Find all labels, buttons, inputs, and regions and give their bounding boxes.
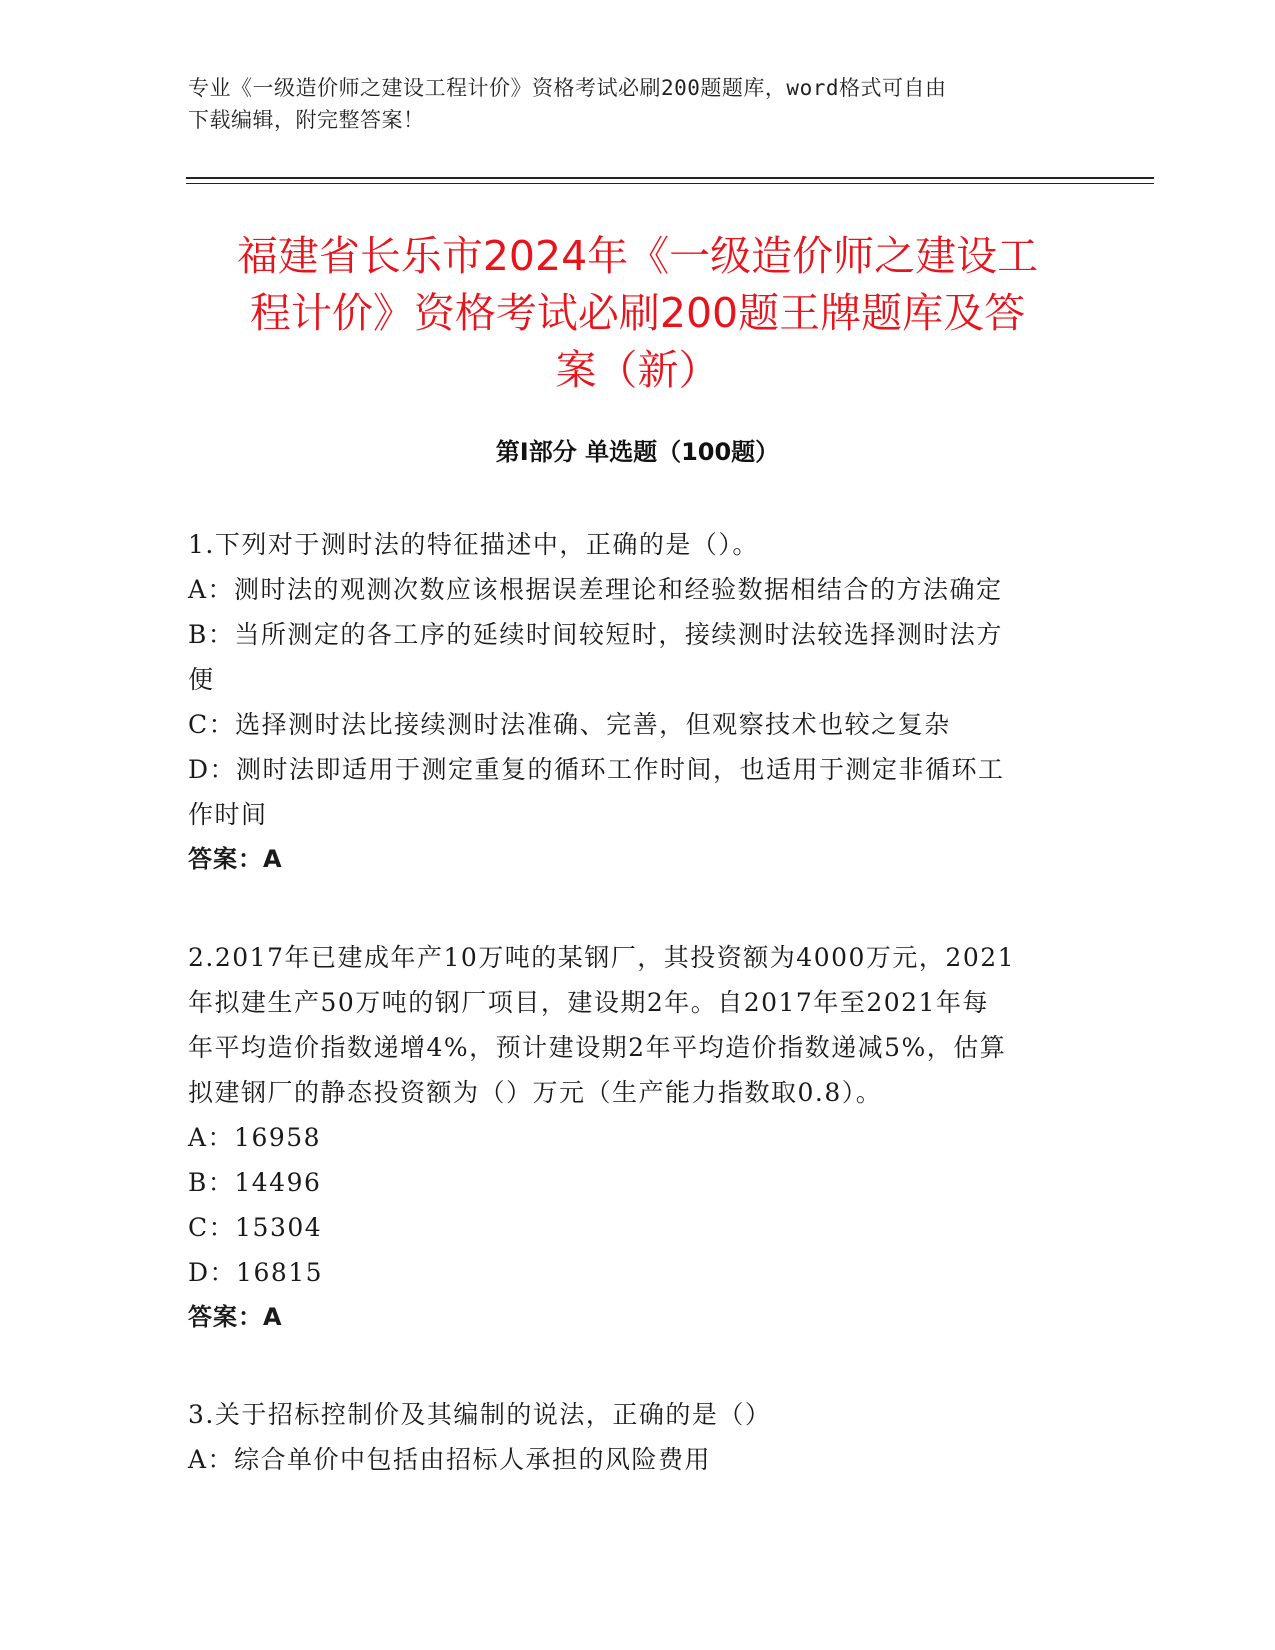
option-c: C：选择测时法比接续测时法准确、完善，但观察技术也较之复杂 [188,710,951,739]
header-note-line: 下载编辑，附完整答案！ [188,108,425,132]
option-b-continuation: 便 [188,665,215,694]
option-a: A：综合单价中包括由招标人承担的风险费用 [188,1445,712,1474]
question-stem: 年平均造价指数递增4%，预计建设期2年平均造价指数递减5%，估算 [188,1033,1007,1062]
option-d: D：测时法即适用于测定重复的循环工作时间，也适用于测定非循环工 [188,755,1005,784]
question-stem: 1.下列对于测时法的特征描述中，正确的是（）。 [188,530,759,559]
answer-label: 答案：A [188,845,283,873]
question-3 [188,1392,1068,1482]
option-d-continuation: 作时间 [188,800,268,829]
header-note-line: 专业《一级造价师之建设工程计价》资格考试必刷200题题库，word格式可自由 [188,76,947,100]
answer-label: 答案：A [188,1303,283,1331]
option-a: A：测时法的观测次数应该根据误差理论和经验数据相结合的方法确定 [188,575,1003,604]
question-stem: 2.2017年已建成年产10万吨的某钢厂，其投资额为4000万元，2021 [188,943,1016,972]
option-c: C：15304 [188,1213,323,1242]
title-line: 程计价》资格考试必刷200题王牌题库及答 [249,289,1026,337]
document-title [150,228,1125,399]
title-line: 福建省长乐市2024年《一级造价师之建设工 [236,232,1039,280]
option-b: B：14496 [188,1168,322,1197]
header-note [188,72,1088,136]
header-divider [186,177,1154,179]
title-line: 案（新） [555,346,720,394]
question-1 [188,522,1068,882]
question-stem: 拟建钢厂的静态投资额为（）万元（生产能力指数取0.8）。 [188,1078,883,1107]
header-divider-thin [186,183,1154,184]
question-stem: 3.关于招标控制价及其编制的说法，正确的是（） [188,1400,772,1429]
option-a: A：16958 [188,1123,322,1152]
question-stem: 年拟建生产50万吨的钢厂项目，建设期2年。自2017年至2021年每 [188,988,989,1017]
question-2 [188,935,1068,1340]
option-b: B：当所测定的各工序的延续时间较短时，接续测时法较选择测时法方 [188,620,1003,649]
option-d: D：16815 [188,1258,324,1287]
section-heading: 第Ⅰ部分 单选题（100题） [495,438,780,466]
